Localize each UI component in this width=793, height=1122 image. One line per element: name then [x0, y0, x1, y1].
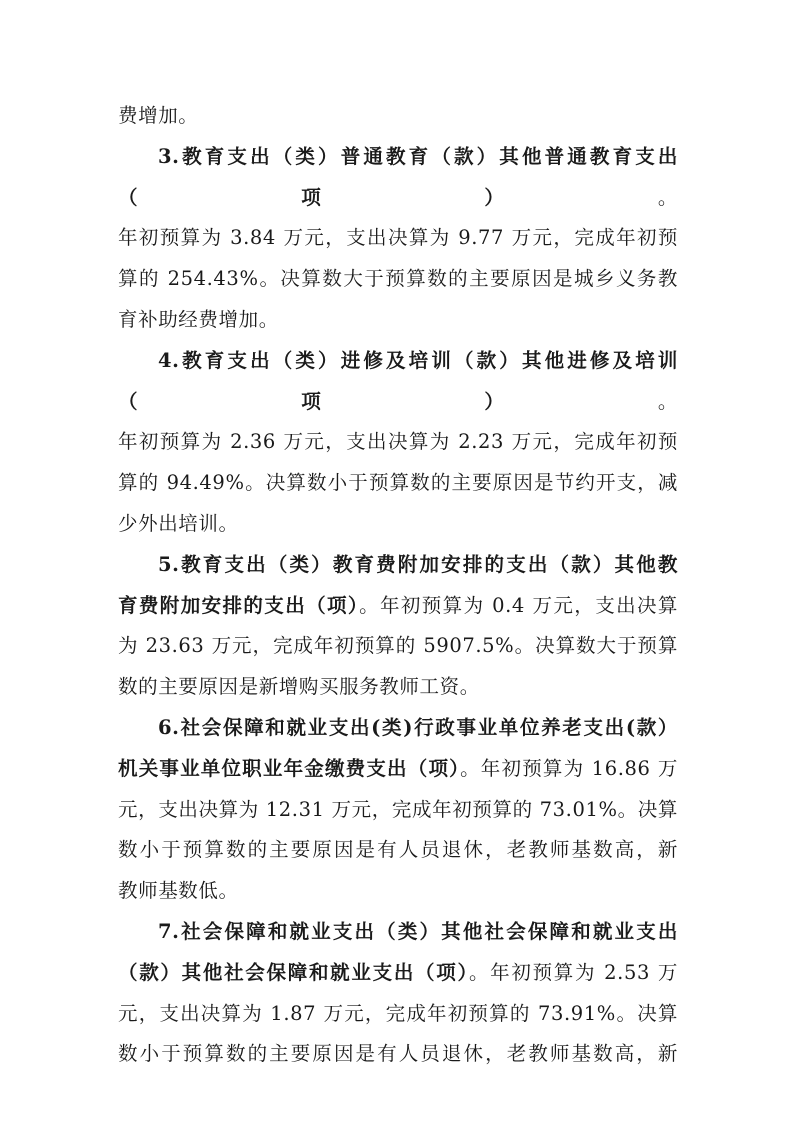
- paragraph-item-7-line: [118, 953, 678, 994]
- text-line: 。年初预算为 0.4 万元，支出决算: [359, 593, 679, 617]
- text-line: 数小于预算数的主要原因是有人员退休，老教师基数高，新: [118, 1042, 678, 1066]
- paragraph-item-6-line: [118, 749, 678, 790]
- item-5-heading: 5.教育支出（类）教育费附加安排的支出（款）其他教: [158, 552, 678, 576]
- paragraph-item-6-line: [118, 830, 678, 871]
- text-line: 。年初预算为 2.53 万: [468, 960, 678, 984]
- paragraph-item-5: [118, 545, 678, 586]
- text-line: 算的 254.43%。决算数大于预算数的主要原因是城乡义务教: [118, 267, 678, 291]
- paragraph-item-4-line: [118, 463, 678, 504]
- text-line: 育补助经费增加。: [118, 307, 279, 331]
- text-line: 数的主要原因是新增购买服务教师工资。: [118, 675, 480, 699]
- text-line: 算的 94.49%。决算数小于预算数的主要原因是节约开支，减: [118, 471, 678, 495]
- paragraph-continuation: [118, 96, 678, 137]
- paragraph-item-4: [118, 341, 678, 423]
- paragraph-item-4-line: [118, 504, 678, 545]
- text-line: 。: [657, 389, 678, 413]
- item-4-heading: 4.教育支出（类）进修及培训（款）其他进修及培训（项）: [118, 348, 678, 413]
- paragraph-item-4-line: [118, 422, 678, 463]
- paragraph-item-3-line: [118, 259, 678, 300]
- paragraph-item-7-line: [118, 994, 678, 1035]
- paragraph-item-7: [118, 912, 678, 953]
- text-line: 。年初预算为 16.86 万: [460, 756, 679, 780]
- paragraph-item-7-line: [118, 1034, 678, 1075]
- text-line: 年初预算为 3.84 万元，支出决算为 9.77 万元，完成年初预: [118, 226, 678, 250]
- text-line: 少外出培训。: [118, 511, 239, 535]
- text-line: 数小于预算数的主要原因是有人员退休，老教师基数高，新: [118, 838, 678, 862]
- item-7-heading-cont: （款）其他社会保障和就业支出（项）: [118, 960, 469, 984]
- item-3-heading: 3.教育支出（类）普通教育（款）其他普通教育支出（项）: [118, 144, 678, 209]
- paragraph-item-3-line: [118, 300, 678, 341]
- paragraph-item-5-line: [118, 586, 678, 627]
- paragraph-item-3: [118, 137, 678, 219]
- paragraph-item-6-line: [118, 871, 678, 912]
- text-line: 。: [657, 185, 678, 209]
- text-line: 年初预算为 2.36 万元，支出决算为 2.23 万元，完成年初预: [118, 430, 678, 454]
- text-line: 为 23.63 万元，完成年初预算的 5907.5%。决算数大于预算: [118, 634, 678, 658]
- text-line: 元，支出决算为 1.87 万元，完成年初预算的 73.91%。决算: [118, 1001, 678, 1025]
- paragraph-item-3-line: [118, 218, 678, 259]
- text-line: 教师基数低。: [118, 879, 239, 903]
- item-6-heading-cont: 机关事业单位职业年金缴费支出（项）: [118, 756, 461, 780]
- paragraph-item-5-line: [118, 626, 678, 667]
- text-line: 费增加。: [118, 104, 199, 127]
- document-page: [118, 96, 678, 1075]
- paragraph-item-5-line: [118, 667, 678, 708]
- item-7-heading: 7.社会保障和就业支出（类）其他社会保障和就业支出: [158, 919, 678, 943]
- text-line: 元，支出决算为 12.31 万元，完成年初预算的 73.01%。决算: [118, 797, 678, 821]
- item-6-heading: 6.社会保障和就业支出(类)行政事业单位养老支出(款）: [158, 715, 678, 739]
- paragraph-item-6: [118, 708, 678, 749]
- item-5-heading-cont: 育费附加安排的支出（项）: [118, 593, 360, 617]
- paragraph-item-6-line: [118, 790, 678, 831]
